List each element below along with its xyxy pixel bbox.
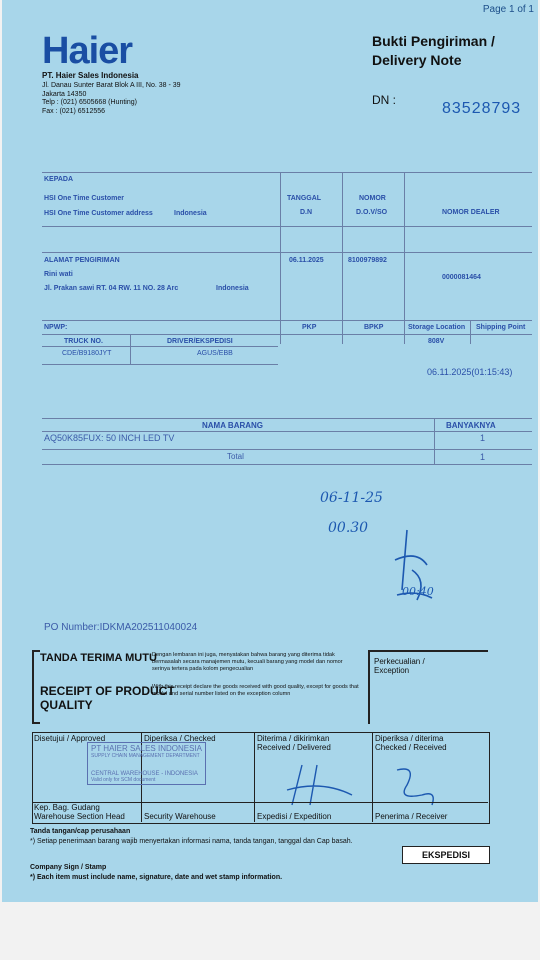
driver-label: DRIVER/EKSPEDISI <box>167 338 233 345</box>
company-address <box>42 82 181 116</box>
item-qty: 1 <box>480 433 486 443</box>
qty-header: BANYAKNYA <box>446 421 496 430</box>
rule <box>42 172 532 173</box>
stamp-line1: PT HAIER SALES INDONESIA <box>91 744 202 753</box>
handwritten-note: 00:40 <box>402 585 434 598</box>
rule <box>404 172 405 344</box>
bracket <box>368 650 370 724</box>
company-name: PT. Haier Sales Indonesia <box>42 71 139 80</box>
dn-number: 83528793 <box>442 100 522 117</box>
handwritten-date: 06-11-25 <box>320 490 383 506</box>
customer-name: HSI One Time Customer <box>44 195 125 202</box>
delivered-label: Diterima / dikirimkan Received / Delivered <box>257 734 331 752</box>
stamp-line2: SUPPLY CHAIN MANAGEMENT DEPARTMENT <box>91 753 200 759</box>
exception-label: Perkecualian / Exception <box>374 657 425 675</box>
page-number: Page 1 of 1 <box>482 4 534 15</box>
rule <box>130 334 131 364</box>
shipping-address: Jl. Prakan sawi RT. 04 RW. 11 NO. 28 Arc <box>44 285 179 292</box>
pkp-label: PKP <box>302 324 317 331</box>
bracket <box>370 650 488 652</box>
items-header: NAMA BARANG <box>202 421 264 430</box>
rule <box>42 364 278 365</box>
stamp-line3: CENTRAL WAREHOUSE - INDONESIA <box>91 771 198 777</box>
company-fax: Fax : (021) 6512556 <box>42 107 106 115</box>
rule <box>342 172 343 344</box>
dealer-number: 0000081464 <box>442 274 481 281</box>
tanda-terima-title: TANDA TERIMA MUTU <box>40 652 157 664</box>
company-sign-label: Company Sign / Stamp <box>30 864 107 871</box>
company-phone: Telp : (021) 6505668 (Hunting) <box>42 99 137 106</box>
bracket <box>32 650 34 724</box>
rule <box>254 732 255 822</box>
nomor-header: NOMOR <box>359 195 386 202</box>
tanggal-sub: D.N <box>300 209 313 216</box>
shipping-point-label: Shipping Point <box>476 324 526 331</box>
rule <box>42 334 532 335</box>
po-number: PO Number:IDKMA202511040024 <box>44 622 198 633</box>
company-stamp <box>87 742 206 785</box>
dn-label: DN : <box>372 93 396 107</box>
storage-location-label: Storage Location <box>408 324 466 331</box>
rule <box>42 252 532 253</box>
legal-english: With this receipt declare the goods received with good quality, except for goods that model and serial number listed on the exception column <box>152 684 359 697</box>
title-line2: Delivery Note <box>372 52 462 68</box>
rule <box>42 464 532 465</box>
receiver-check-label: Diperiksa / diterima Checked / Received <box>375 734 447 752</box>
rule <box>42 226 532 227</box>
receipt-line2: QUALITY <box>40 698 93 712</box>
bracket <box>32 650 40 652</box>
total-label: Total <box>227 452 244 461</box>
rule <box>434 418 435 464</box>
bracket <box>32 722 40 724</box>
receipt-line1: RECEIPT OF PRODUCT <box>40 684 175 698</box>
rule <box>42 449 532 450</box>
ekspedisi-box: EKSPEDISI <box>402 846 490 864</box>
rule <box>42 418 532 419</box>
kepada-label: KEPADA <box>44 176 74 183</box>
address-line2: Jakarta 14350 <box>42 90 87 98</box>
customer-address: HSI One Time Customer address <box>44 210 153 217</box>
storage-value: 808V <box>428 338 445 345</box>
company-sign-note: *) Each item must include name, signature, date and wet stamp information. <box>30 874 283 881</box>
tanggal-header: TANGGAL <box>287 195 322 202</box>
address-line1: Jl. Danau Sunter Barat Blok A III, No. 38 - 39 <box>42 82 181 89</box>
item-name: AQ50K85FUX: 50 INCH LED TV <box>44 433 175 443</box>
expedition-label: Expedisi / Expedition <box>257 812 332 821</box>
nomor-dealer-header: NOMOR DEALER <box>442 209 500 216</box>
rule <box>372 732 373 822</box>
handwritten-time: 00.30 <box>328 520 369 536</box>
truck-no: CDE/B9180JYT <box>62 350 112 357</box>
print-timestamp: 06.11.2025(01:15:43) <box>427 367 513 377</box>
document-title <box>372 32 495 70</box>
sign-note-label: Tanda tangan/cap perusahaan <box>30 828 131 835</box>
legal-indonesian: Dengan lembaran ini juga, menyatakan bahwa barang yang diterima tidak bermasalah secara manajemen mutu, kecuali barang yang model dan nomor serinya tertera pada kolom pengecualian <box>152 652 343 672</box>
warehouse-head-label: Kep. Bag. Gudang Warehouse Section Head <box>34 803 125 821</box>
sign-note: *) Setiap penerimaan barang wajib menyertakan informasi nama, tanda tangan, tanggal dan Cap basah. <box>30 838 353 845</box>
rule <box>280 172 281 344</box>
rule <box>42 431 532 432</box>
rule <box>42 320 532 321</box>
delivery-note-paper <box>2 0 538 902</box>
title-line1: Bukti Pengiriman / <box>372 33 495 49</box>
driver-name: AGUS/EBB <box>197 350 233 357</box>
customer-country: Indonesia <box>174 210 207 217</box>
haier-logo: Haier <box>42 30 133 72</box>
bpkp-label: BPKP <box>364 324 384 331</box>
dn-date: 06.11.2025 <box>289 257 324 264</box>
total-qty: 1 <box>480 452 486 462</box>
shipping-name: Rini wati <box>44 271 73 278</box>
npwp-label: NPWP: <box>44 324 68 331</box>
shipping-label: ALAMAT PENGIRIMAN <box>44 257 120 264</box>
truck-no-label: TRUCK NO. <box>64 338 103 345</box>
approved-label: Disetujui / Approved <box>34 734 106 743</box>
rule <box>42 346 278 347</box>
security-label: Security Warehouse <box>144 812 216 821</box>
rule <box>470 320 471 344</box>
receiver-label: Penerima / Receiver <box>375 812 448 821</box>
nomor-sub: D.O.V/SO <box>356 209 388 216</box>
so-number: 8100979892 <box>348 257 387 264</box>
shipping-country: Indonesia <box>216 285 249 292</box>
checked-label: Diperiksa / Checked <box>144 734 216 743</box>
stamp-line4: Valid only for SCM document <box>91 777 156 783</box>
